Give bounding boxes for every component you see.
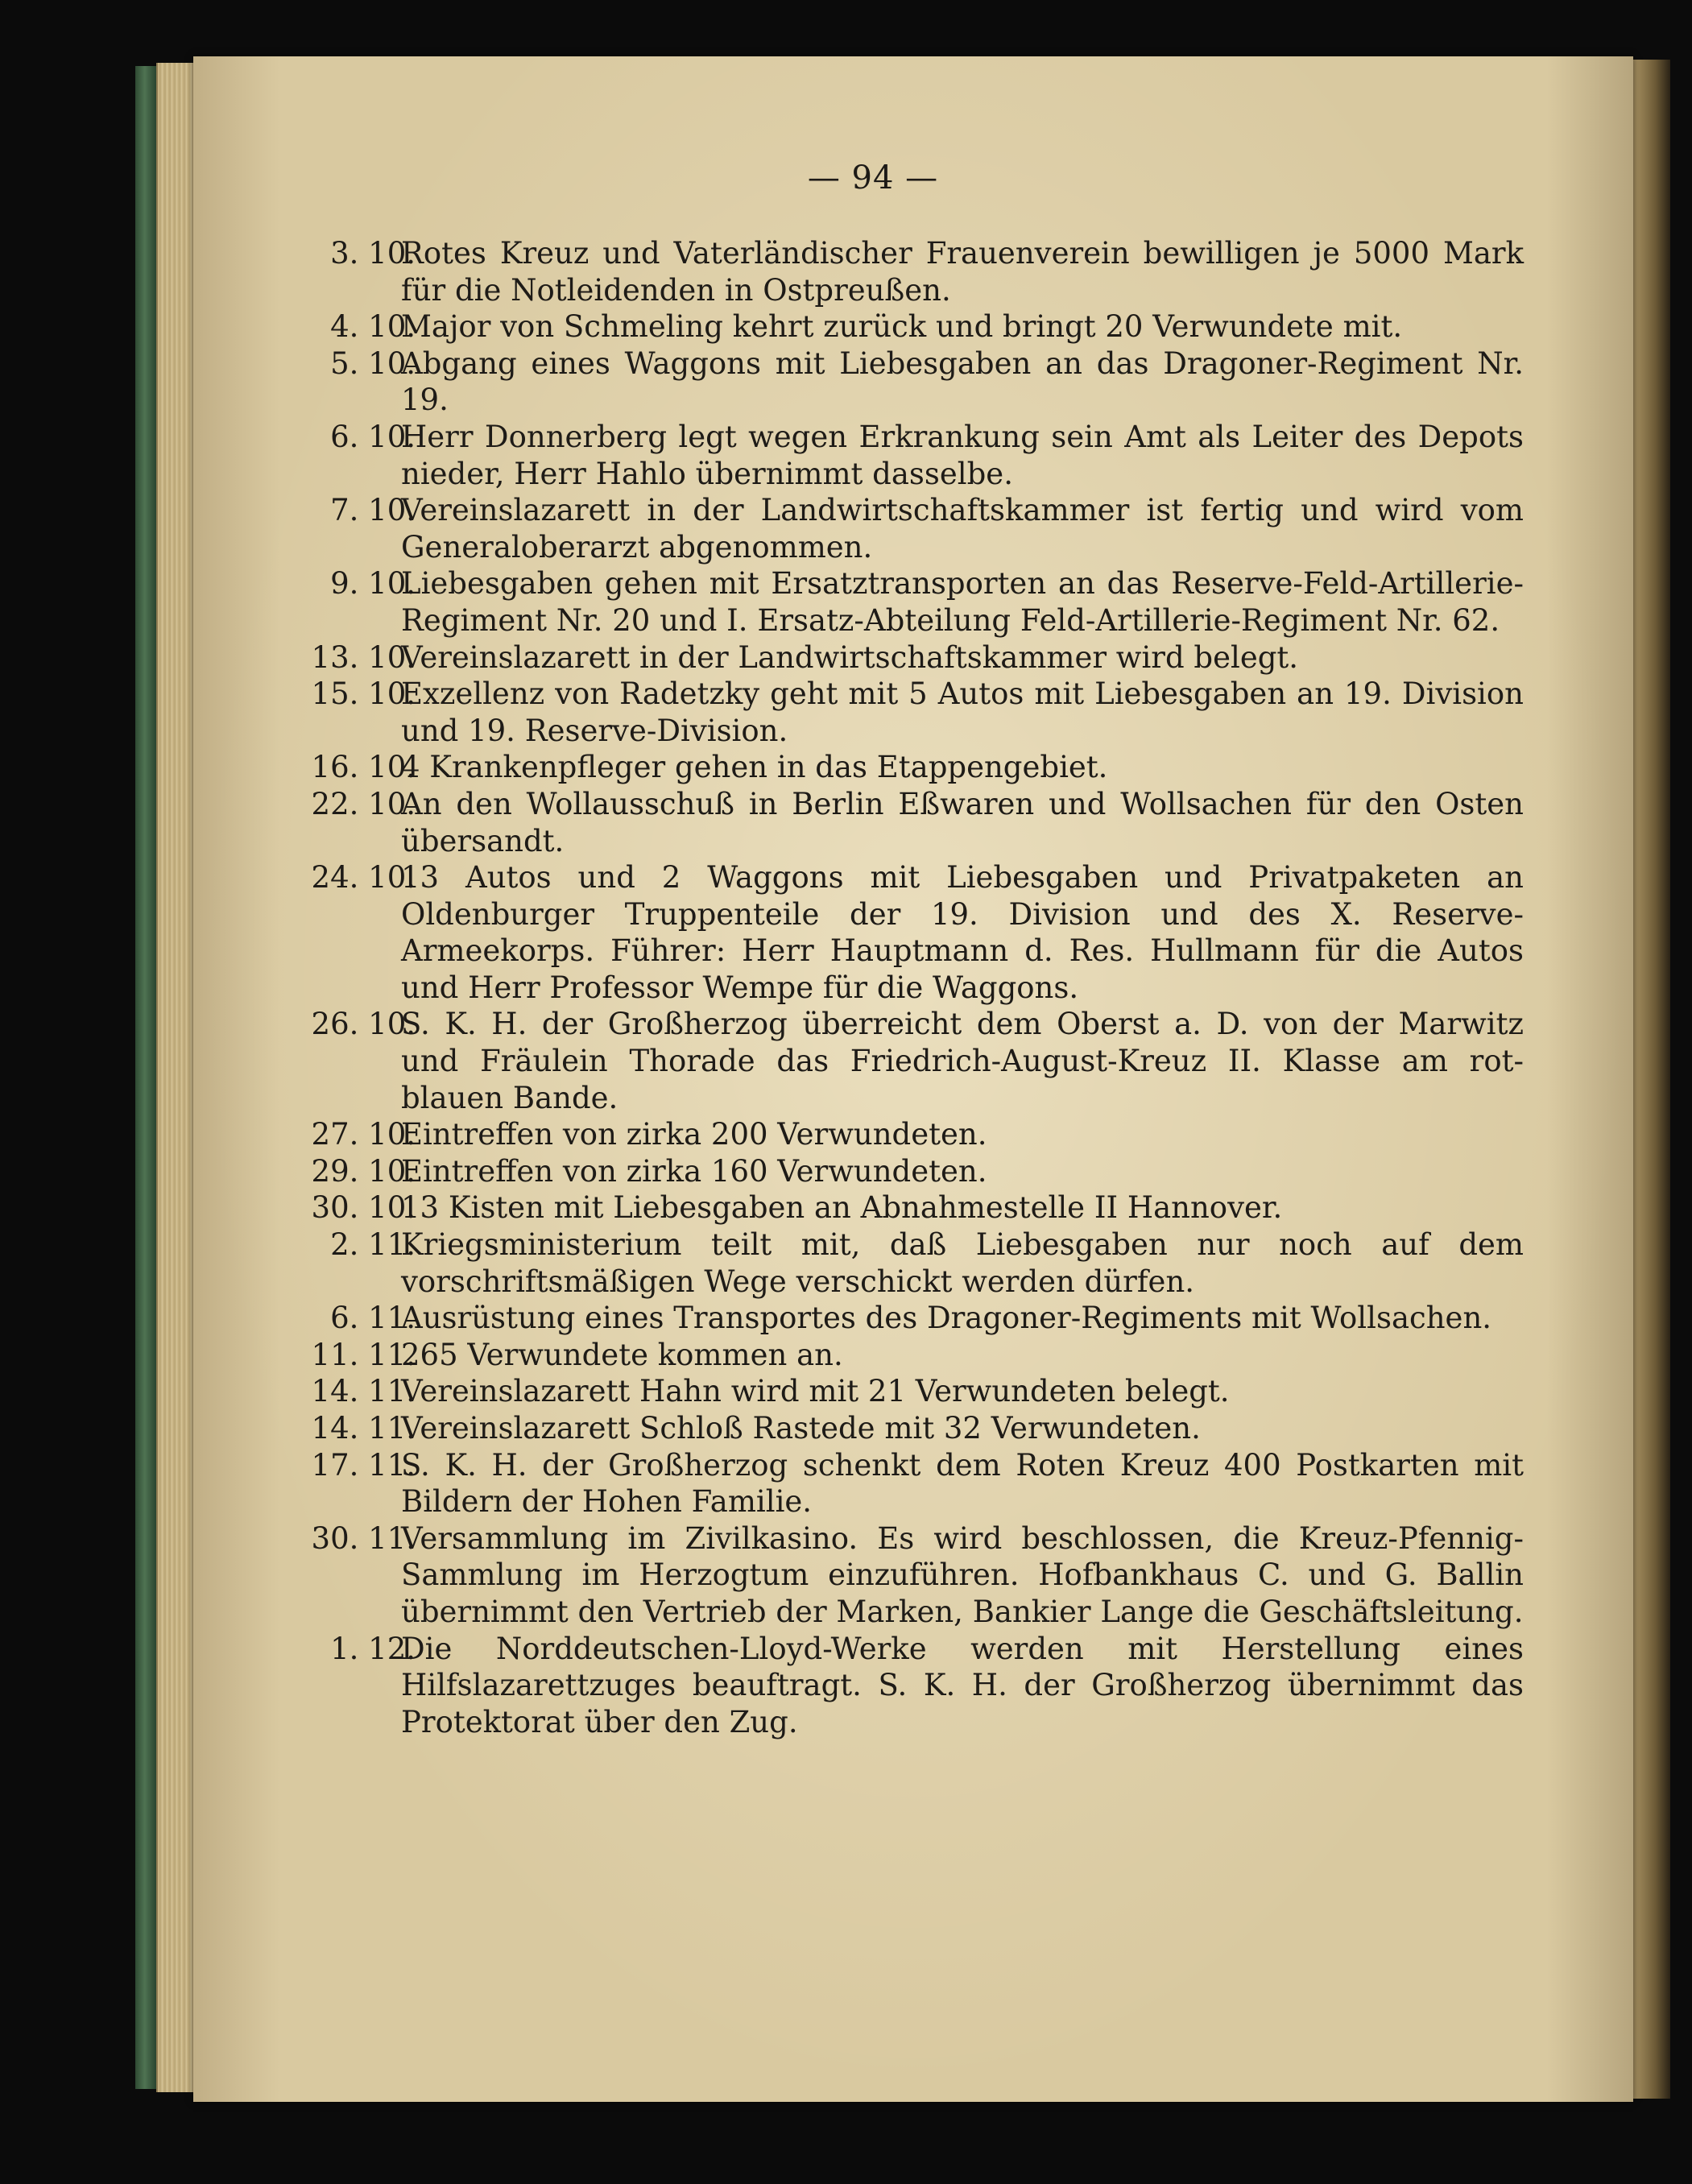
entry-date: 15. 10.: [311, 676, 416, 712]
entry: [193, 1116, 1633, 1153]
entry: [193, 676, 1633, 749]
entry-date: 2. 11.: [330, 1227, 416, 1263]
entry-text: Herr Donnerberg legt wegen Erkrankung sein Amt als Leiter des Depots nieder, Herr Hahlo übernimmt dasselbe.: [401, 419, 1524, 491]
entry-text: Vereinslazarett Schloß Rastede mit 32 Verwundeten.: [401, 1411, 1201, 1446]
entry: [193, 1337, 1633, 1374]
page-number: — 94 —: [807, 159, 939, 196]
entry-date: 30. 11.: [311, 1520, 416, 1556]
entry-text: 265 Verwundete kommen an.: [401, 1337, 843, 1372]
entry-text: Versammlung im Zivilkasino. Es wird beschlossen, die Kreuz-Pfennig-Sammlung im Herzogtum einzuführen. Hofbankhaus C. und G. Ballin übernimmt den Vertrieb der Marken, Bankier Lange die Geschäftsleitung.: [401, 1520, 1524, 1629]
entry-text: Abgang eines Waggons mit Liebesgaben an das Dragoner-Regiment Nr. 19.: [401, 345, 1524, 418]
entry: [193, 639, 1633, 676]
book-page: [193, 56, 1633, 2102]
entry-date: 14. 11.: [311, 1411, 416, 1446]
entry-text: 4 Krankenpfleger gehen in das Etappengebiet.: [401, 750, 1108, 785]
entry-text: Die Norddeutschen-Lloyd-Werke werden mit Herstellung eines Hilfslazarettzuges beauftragt. S. K. H. der Großherzog übernimmt das Protektorat über den Zug.: [401, 1631, 1524, 1739]
entry-text: Eintreffen von zirka 160 Verwundeten.: [401, 1153, 987, 1189]
entry: [193, 1410, 1633, 1447]
entry: [193, 565, 1633, 639]
entry-text: 13 Autos und 2 Waggons mit Liebesgaben und Privatpaketen an Oldenburger Truppenteile der 19. Division und des X. Reserve-Armeekorps. Führer: Herr Hauptmann d. Res. Hullmann für die Autos und Herr Professor Wempe für die Waggons.: [401, 860, 1524, 1005]
entry: [193, 1226, 1633, 1300]
entry-date: 14. 11.: [311, 1374, 416, 1409]
entry-date: 22. 10.: [311, 786, 416, 821]
entry-date: 9. 10.: [330, 566, 416, 602]
entry-date: 6. 11.: [330, 1301, 416, 1336]
entry-text: Exzellenz von Radetzky geht mit 5 Autos mit Liebesgaben an 19. Division und 19. Reserve-Division.: [401, 676, 1524, 748]
entry: [193, 749, 1633, 786]
entry-text: Kriegsministerium teilt mit, daß Liebesgaben nur noch auf dem vorschriftsmäßigen Wege verschickt werden dürfen.: [401, 1227, 1524, 1299]
entry-text: Rotes Kreuz und Vaterländischer Frauenverein bewilligen je 5000 Mark für die Notleidenden in Ostpreußen.: [401, 236, 1524, 308]
entry: [193, 345, 1633, 419]
entry-date: 4. 10.: [330, 309, 416, 345]
entry: [193, 1006, 1633, 1116]
entry: [193, 492, 1633, 565]
entry: [193, 786, 1633, 859]
entry-text: S. K. H. der Großherzog überreicht dem Oberst a. D. von der Marwitz und Fräulein Thorade das Friedrich-August-Kreuz II. Klasse am rot-blauen Bande.: [401, 1007, 1524, 1115]
entry-text: Eintreffen von zirka 200 Verwundeten.: [401, 1117, 987, 1152]
entry: [193, 1153, 1633, 1190]
entry-date: 3. 10.: [330, 236, 416, 271]
entry-text: Vereinslazarett in der Landwirtschaftskammer wird belegt.: [401, 639, 1299, 675]
entry: [193, 1520, 1633, 1631]
entry: [193, 1631, 1633, 1741]
entry: [193, 1447, 1633, 1520]
page-shadow-edge: [1633, 60, 1670, 2099]
entry: [193, 419, 1633, 492]
entry-date: 29. 10.: [311, 1153, 416, 1189]
entry: [193, 1373, 1633, 1410]
entry-date: 5. 10.: [330, 345, 416, 381]
entry-text: Vereinslazarett Hahn wird mit 21 Verwundeten belegt.: [401, 1374, 1230, 1409]
entry-date: 30. 10.: [311, 1190, 416, 1226]
entry-date: 17. 11.: [311, 1447, 416, 1483]
entry-date: 1. 12.: [330, 1631, 416, 1666]
entry-date: 24. 10.: [311, 860, 416, 896]
entry: [193, 1300, 1633, 1337]
entry-text: 13 Kisten mit Liebesgaben an Abnahmestelle II Hannover.: [401, 1190, 1283, 1226]
book-binding: [135, 66, 156, 2089]
entry: [193, 308, 1633, 345]
entry-text: Vereinslazarett in der Landwirtschaftskammer ist fertig und wird vom Generaloberarzt abgenommen.: [401, 493, 1524, 565]
entry-date: 11. 11.: [311, 1337, 416, 1372]
entry-date: 16. 10.: [311, 750, 416, 785]
entry: [193, 235, 1633, 308]
entry-text: Major von Schmeling kehrt zurück und bringt 20 Verwundete mit.: [401, 309, 1403, 345]
entry-date: 6. 10.: [330, 419, 416, 454]
entry: [193, 1189, 1633, 1226]
entry-date: 13. 10.: [311, 639, 416, 675]
entry: [193, 859, 1633, 1006]
entry-text: S. K. H. der Großherzog schenkt dem Roten Kreuz 400 Postkarten mit Bildern der Hohen Familie.: [401, 1447, 1524, 1520]
entry-text: An den Wollausschuß in Berlin Eßwaren und Wollsachen für den Osten übersandt.: [401, 786, 1524, 858]
entry-date: 7. 10.: [330, 493, 416, 528]
entry-date: 26. 10.: [311, 1007, 416, 1042]
entry-text: Ausrüstung eines Transportes des Dragoner-Regiments mit Wollsachen.: [401, 1301, 1492, 1336]
entry-date: 27. 10.: [311, 1117, 416, 1152]
entry-text: Liebesgaben gehen mit Ersatztransporten an das Reserve-Feld-Artillerie-Regiment Nr. 20 und I. Ersatz-Abteilung Feld-Artillerie-Regiment Nr. 62.: [401, 566, 1524, 638]
chronicle-entries: [193, 235, 1633, 1740]
